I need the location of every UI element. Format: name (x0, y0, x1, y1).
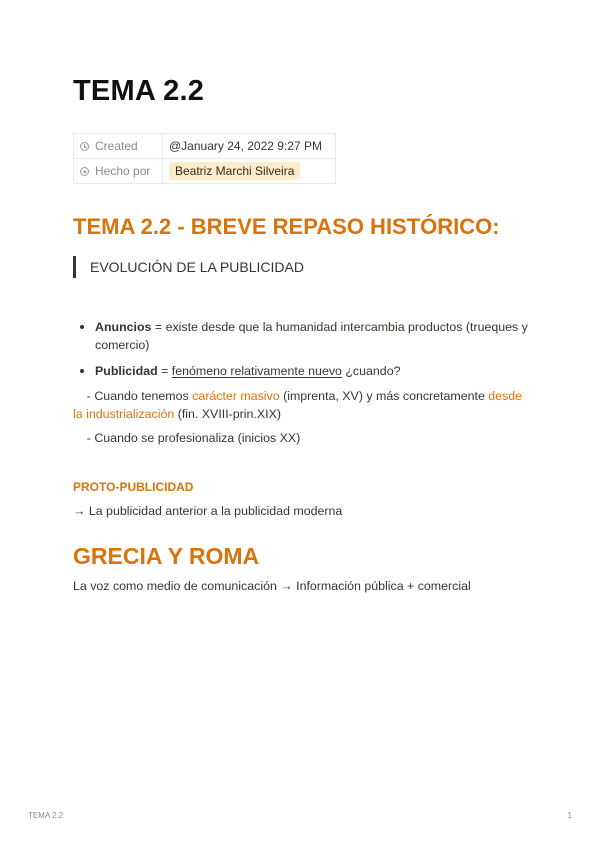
list-item-publicidad (73, 362, 533, 380)
property-label: Created (95, 139, 138, 153)
property-row-created (74, 134, 336, 159)
heading-grecia-roma: GRECIA Y ROMA (73, 543, 260, 569)
property-value-created[interactable]: @January 24, 2022 9:27 PM (163, 134, 336, 159)
heading-breve-repaso: TEMA 2.2 - BREVE REPASO HISTÓRICO: (73, 214, 500, 239)
sub-prefix: - Cuando tenemos (73, 389, 193, 403)
property-key-created (74, 134, 163, 159)
heading-proto-publicidad: PROTO-PUBLICIDAD (73, 480, 194, 494)
quote-evolucion: EVOLUCIÓN DE LA PUBLICIDAD (73, 256, 304, 278)
select-icon (80, 167, 89, 176)
grecia-text: La voz como medio de comunicación → Información pública + comercial (73, 579, 471, 593)
author-tag[interactable]: Beatriz Marchi Silveira (169, 162, 300, 180)
sub-middle: (imprenta, XV) y más concretamente (279, 389, 489, 403)
footer-title: TEMA 2.2 (28, 811, 64, 820)
bold-term: Publicidad (95, 364, 158, 378)
bullet-list (73, 318, 533, 380)
item-eq: = (157, 364, 172, 378)
property-row-hecho-por (74, 159, 336, 184)
list-item-anuncios (73, 318, 533, 354)
sub-line-masivo (73, 387, 533, 423)
property-key-hecho-por (74, 159, 163, 184)
clock-icon (80, 142, 89, 151)
item-text: = existe desde que la humanidad intercambia productos (trueques y comercio) (95, 320, 528, 352)
underlined-text: fenómeno relativamente nuevo (171, 364, 342, 378)
sub-suffix: (fin. XVIII-prin.XIX) (174, 407, 281, 421)
proto-text: → La publicidad anterior a la publicidad moderna (73, 504, 343, 518)
properties-table (73, 133, 336, 184)
property-label: Hecho por (95, 164, 151, 178)
orange-text: carácter masivo (192, 389, 280, 403)
sub-line-profesionaliza: - Cuando se profesionaliza (inicios XX) (73, 431, 301, 445)
footer-page-number: 1 (567, 811, 572, 820)
page-title: TEMA 2.2 (73, 75, 205, 107)
orange-text: desde la industrialización (73, 389, 526, 421)
bold-term: Anuncios (95, 320, 152, 334)
property-value-hecho-por[interactable] (163, 159, 336, 184)
item-text: ¿cuando? (341, 364, 401, 378)
